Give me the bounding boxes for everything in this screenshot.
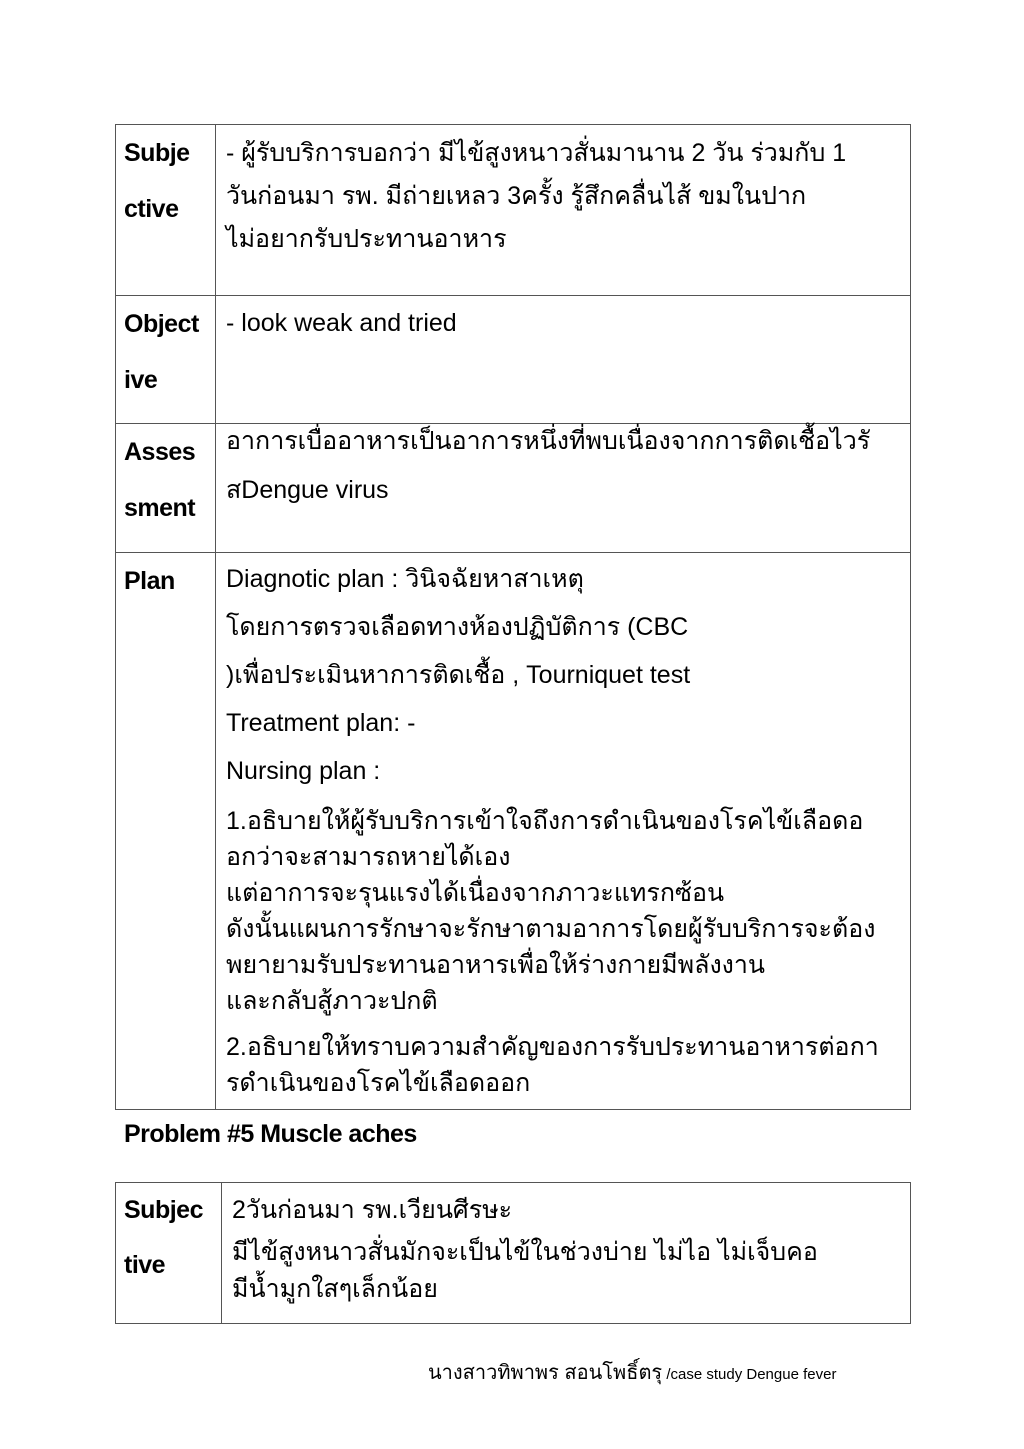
subjective-label: [116, 1183, 222, 1324]
nursing-item-1: [226, 803, 900, 1019]
text-line: - ผู้รับบริการบอกว่า มีไข้สูงหนาวสั่นมานาน 2 วัน ร่วมกับ 1: [226, 139, 847, 167]
assessment-label: [116, 424, 216, 553]
soap-table-2: [115, 1182, 911, 1324]
text-line: 2วันก่อนมา รพ.เวียนศีรษะ: [232, 1196, 513, 1224]
label-line: Subjec: [124, 1196, 203, 1224]
text-line: วันก่อนมา รพ. มีถ่ายเหลว 3ครั้ง รู้สึกคลื่นไส้ ขมในปาก: [226, 182, 807, 210]
assessment-text: [216, 424, 911, 553]
objective-label: [116, 296, 216, 424]
text-line: Nursing plan :: [226, 757, 381, 785]
plan-row: [116, 553, 911, 1110]
text-line: และกลับสู้ภาวะปกติ: [226, 987, 438, 1015]
text-line: 2.อธิบายให้ทราบความสำคัญของการรับประทานอาหารต่อกา: [226, 1033, 879, 1061]
text-line: )เพื่อประเมินหาการติดเชื้อ , Tourniquet test: [226, 661, 691, 689]
footer-author: นางสาวทิพาพร สอนโพธิ์ตรุ: [428, 1362, 663, 1384]
label-line: sment: [124, 494, 196, 522]
text-line: อาการเบื่ออาหารเป็นอาการหนึ่งที่พบเนื่องจากการติดเชื้อไวรั: [226, 427, 871, 455]
text-line: โดยการตรวจเลือดทางห้องปฏิบัติการ (CBC: [226, 613, 689, 641]
text-line: Diagnotic plan : วินิจฉัยหาสาเหตุ: [226, 565, 584, 593]
label-line: Object: [124, 310, 199, 338]
nursing-item-2: [226, 1029, 900, 1101]
subjective-label: [116, 125, 216, 296]
subjective-text: [222, 1183, 911, 1324]
text-line: 1.อธิบายให้ผู้รับบริการเข้าใจถึงการดำเนินของโรคไข้เลือดอ: [226, 807, 864, 835]
subjective-text: [216, 125, 911, 296]
soap-table-1: [115, 124, 911, 1110]
problem-heading: Problem #5 Muscle aches: [124, 1120, 417, 1148]
objective-row: [116, 296, 911, 424]
page-footer: [428, 1356, 836, 1388]
text-line: อกว่าจะสามารถหายได้เอง: [226, 843, 511, 871]
label-line: ctive: [124, 195, 179, 223]
subjective-row: [116, 1183, 911, 1324]
text-line: มีไข้สูงหนาวสั่นมักจะเป็นไข้ในช่วงบ่าย ไม่ไอ ไม่เจ็บคอ: [232, 1238, 818, 1266]
text-line: พยายามรับประทานอาหารเพื่อให้ร่างกายมีพลังงาน: [226, 951, 766, 979]
text-line: ไม่อยากรับประทานอาหาร: [226, 225, 507, 253]
text-line: มีน้ำมูกใสๆเล็กน้อย: [232, 1275, 438, 1303]
objective-text: [216, 296, 911, 424]
label-line: Asses: [124, 438, 196, 466]
label-line: ive: [124, 366, 158, 394]
label-line: tive: [124, 1251, 166, 1279]
plan-text: [216, 553, 911, 1110]
label-line: Subje: [124, 139, 190, 167]
assessment-row: [116, 424, 911, 553]
footer-title: /case study Dengue fever: [662, 1366, 837, 1383]
text-line: Treatment plan: -: [226, 709, 416, 737]
text-line: สDengue virus: [226, 476, 389, 504]
plan-label: Plan: [116, 553, 216, 1110]
subjective-row: [116, 125, 911, 296]
text-line: รดำเนินของโรคไข้เลือดออก: [226, 1069, 531, 1097]
text-line: - look weak and tried: [226, 309, 457, 337]
text-line: แต่อาการจะรุนแรงได้เนื่องจากภาวะแทรกซ้อน: [226, 879, 725, 907]
text-line: ดังนั้นแผนการรักษาจะรักษาตามอาการโดยผู้รับบริการจะต้อง: [226, 915, 876, 943]
